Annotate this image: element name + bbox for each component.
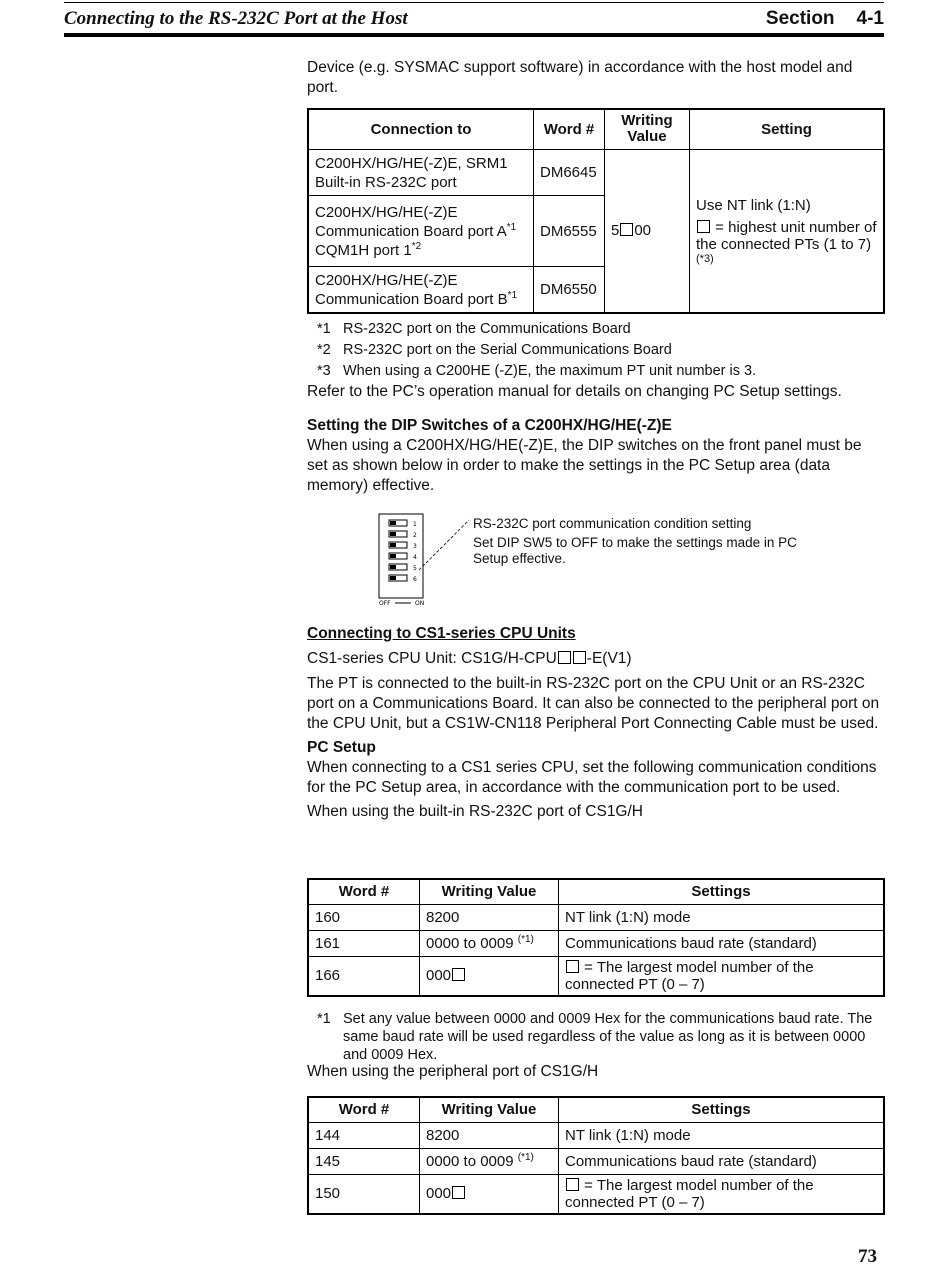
table-builtin-port (307, 878, 885, 997)
cs1-unit-line (307, 649, 885, 669)
setting-cell: NT link (1:N) mode (559, 1122, 885, 1148)
dip-switch-figure (377, 512, 477, 608)
footnote-ref: *2 (411, 240, 422, 252)
pc-setup-paragraph: When connecting to a CS1 series CPU, set the following communication conditions for the PC Setup area, in accordance with the communication port to be used. (307, 759, 877, 796)
value-cell (420, 1174, 559, 1214)
header-section (766, 8, 884, 30)
header-thick-rule (64, 33, 884, 37)
section-number: 4-1 (856, 8, 884, 29)
setting-cell: Communications baud rate (standard) (559, 1148, 885, 1174)
placeholder-box-icon (558, 651, 571, 664)
pc-setup-heading: PC Setup (307, 739, 376, 756)
refer-text: Refer to the PC’s operation manual for details on changing PC Setup settings. (307, 383, 842, 400)
table3-wrap (307, 1096, 885, 1215)
switch-number: 2 (413, 532, 417, 539)
dip-caption-line2: Set DIP SW5 to OFF to make the settings made in PC Setup effective. (473, 535, 797, 566)
conn-line: C200HX/HG/HE(-Z)E, SRM1 (315, 154, 508, 172)
footnote-ref: (*1) (517, 1151, 534, 1163)
header-title: Connecting to the RS-232C Port at the Host (64, 8, 408, 29)
table1-header-setting: Setting (690, 109, 885, 149)
table2-note (307, 1010, 885, 1064)
note-mark: *1 (317, 321, 331, 337)
switch-number: 4 (413, 554, 417, 561)
value-text: 000 (426, 1185, 452, 1203)
value-text: 0000 to 0009 (426, 1152, 514, 1170)
conn-line: C200HX/HG/HE(-Z)E (315, 271, 458, 289)
table1-setting-cell (690, 149, 885, 313)
intro-block (307, 58, 885, 98)
cs1-paragraph: The PT is connected to the built-in RS-232C port on the CPU Unit or an RS-232C port on a Communications Board. It can also be connected to the peripheral port on the CPU Unit, but a CS1W-CN118 Peripheral Port Connecting Cable must be used. (307, 675, 880, 732)
table3-header-value: Writing Value (420, 1097, 559, 1122)
setting-line1: Use NT link (1:N) (696, 196, 811, 214)
word-cell: 160 (308, 904, 420, 930)
table1-writing-value-cell (605, 149, 690, 313)
value-text: 0000 to 0009 (426, 934, 514, 952)
dip-caption (473, 516, 833, 567)
table-row (308, 904, 884, 930)
header-top-rule (64, 2, 884, 3)
table-row (308, 930, 884, 956)
setting-cell (559, 956, 885, 996)
placeholder-box-icon (566, 1178, 579, 1191)
value-cell (420, 956, 559, 996)
conn-line: Communication Board port B (315, 290, 508, 308)
table-host-settings (307, 108, 885, 314)
table-row (308, 149, 884, 195)
table1-connection-cell (308, 196, 534, 267)
dip-off-label: OFF (379, 600, 391, 607)
table1-word-cell: DM6550 (534, 267, 605, 313)
value-cell: 8200 (420, 904, 559, 930)
table3-header-word: Word # (308, 1097, 420, 1122)
writing-value-prefix: 5 (611, 222, 620, 240)
table-row (308, 1174, 884, 1214)
table1-connection-cell (308, 267, 534, 313)
placeholder-box-icon (452, 1186, 465, 1199)
placeholder-box-icon (566, 960, 579, 973)
cs1-unit-prefix: CS1-series CPU Unit: CS1G/H-CPU (307, 650, 557, 667)
word-cell: 161 (308, 930, 420, 956)
section-label: Section (765, 8, 835, 29)
word-cell: 144 (308, 1122, 420, 1148)
dip-heading: Setting the DIP Switches of a C200HX/HG/HE(-Z)E (307, 417, 672, 434)
setting-cell: Communications baud rate (standard) (559, 930, 885, 956)
table1-header-writing: Writing Value (605, 109, 690, 149)
table-row (308, 956, 884, 996)
table2-wrap (307, 878, 885, 997)
switch-number: 6 (413, 576, 417, 583)
cs1-section (307, 624, 885, 822)
note-text: When using a C200HE (-Z)E, the maximum PT unit number is 3. (343, 363, 757, 379)
value-cell (420, 930, 559, 956)
setting-cell: NT link (1:N) mode (559, 904, 885, 930)
dip-switch-icon (377, 512, 477, 608)
dip-section (307, 416, 885, 496)
setting-text: = The largest model number of the connected PT (0 – 7) (565, 1176, 814, 1211)
table1-notes (307, 320, 885, 380)
conn-line: C200HX/HG/HE(-Z)E (315, 203, 458, 221)
intro-text: Device (e.g. SYSMAC support software) in accordance with the host model and port. (307, 59, 853, 96)
table1-header-connection: Connection to (308, 109, 534, 149)
table1-connection-cell (308, 149, 534, 195)
peripheral-port-label: When using the peripheral port of CS1G/H (307, 1063, 599, 1080)
note-text: RS-232C port on the Serial Communications Board (343, 342, 672, 358)
footnote-ref: (*1) (517, 933, 534, 945)
table1-word-cell: DM6555 (534, 196, 605, 267)
switch-number: 1 (413, 521, 417, 528)
table-row (308, 1148, 884, 1174)
builtin-port-label: When using the built-in RS-232C port of CS1G/H (307, 803, 643, 820)
table1-header-word: Word # (534, 109, 605, 149)
value-text: 000 (426, 967, 452, 985)
footnote-ref: *1 (506, 221, 517, 233)
placeholder-box-icon (620, 223, 633, 236)
placeholder-box-icon (697, 220, 710, 233)
peripheral-block (307, 1062, 885, 1082)
note-mark: *3 (317, 363, 331, 379)
value-cell (420, 1148, 559, 1174)
footnote-ref: *1 (507, 289, 518, 301)
table3-header-settings: Settings (559, 1097, 885, 1122)
setting-line3: (*3) (696, 252, 714, 265)
table-peripheral-port (307, 1096, 885, 1215)
conn-line: Built-in RS-232C port (315, 173, 457, 191)
setting-line2: = highest unit number of the connected PTs (1 to 7) (696, 218, 877, 253)
word-cell: 145 (308, 1148, 420, 1174)
placeholder-box-icon (573, 651, 586, 664)
page-header (64, 4, 884, 34)
cs1-heading: Connecting to CS1-series CPU Units (307, 625, 576, 642)
refer-block (307, 382, 885, 402)
note-text: RS-232C port on the Communications Board (343, 321, 631, 337)
note-mark: *1 (317, 1011, 331, 1027)
setting-cell (559, 1174, 885, 1214)
cs1-unit-suffix: -E(V1) (586, 650, 632, 667)
table1-wrap (307, 108, 885, 314)
table2-header-value: Writing Value (420, 879, 559, 904)
note-mark: *2 (317, 342, 331, 358)
switch-number: 3 (413, 543, 417, 550)
page-number: 73 (858, 1246, 877, 1267)
word-cell: 166 (308, 956, 420, 996)
table2-header-word: Word # (308, 879, 420, 904)
dip-on-label: ON (415, 600, 425, 607)
dip-caption-line1: RS-232C port communication condition setting (473, 516, 752, 531)
note-text: Set any value between 0000 and 0009 Hex for the communications baud rate. The same baud rate will be used regardless of the value as long as it is between 0000 and 0009 Hex. (343, 1011, 873, 1063)
table1-word-cell: DM6645 (534, 149, 605, 195)
switch-number: 5 (413, 565, 417, 572)
table2-header-settings: Settings (559, 879, 885, 904)
setting-text: = The largest model number of the connected PT (0 – 7) (565, 958, 814, 993)
placeholder-box-icon (452, 968, 465, 981)
table-row (308, 1122, 884, 1148)
value-cell: 8200 (420, 1122, 559, 1148)
conn-line: CQM1H port 1 (315, 241, 412, 259)
dip-paragraph: When using a C200HX/HG/HE(-Z)E, the DIP switches on the front panel must be set as shown below in order to make the settings in the PC Setup area (data memory) effective. (307, 437, 862, 494)
writing-value-suffix: 00 (634, 222, 652, 240)
conn-line: Communication Board port A (315, 222, 507, 240)
word-cell: 150 (308, 1174, 420, 1214)
